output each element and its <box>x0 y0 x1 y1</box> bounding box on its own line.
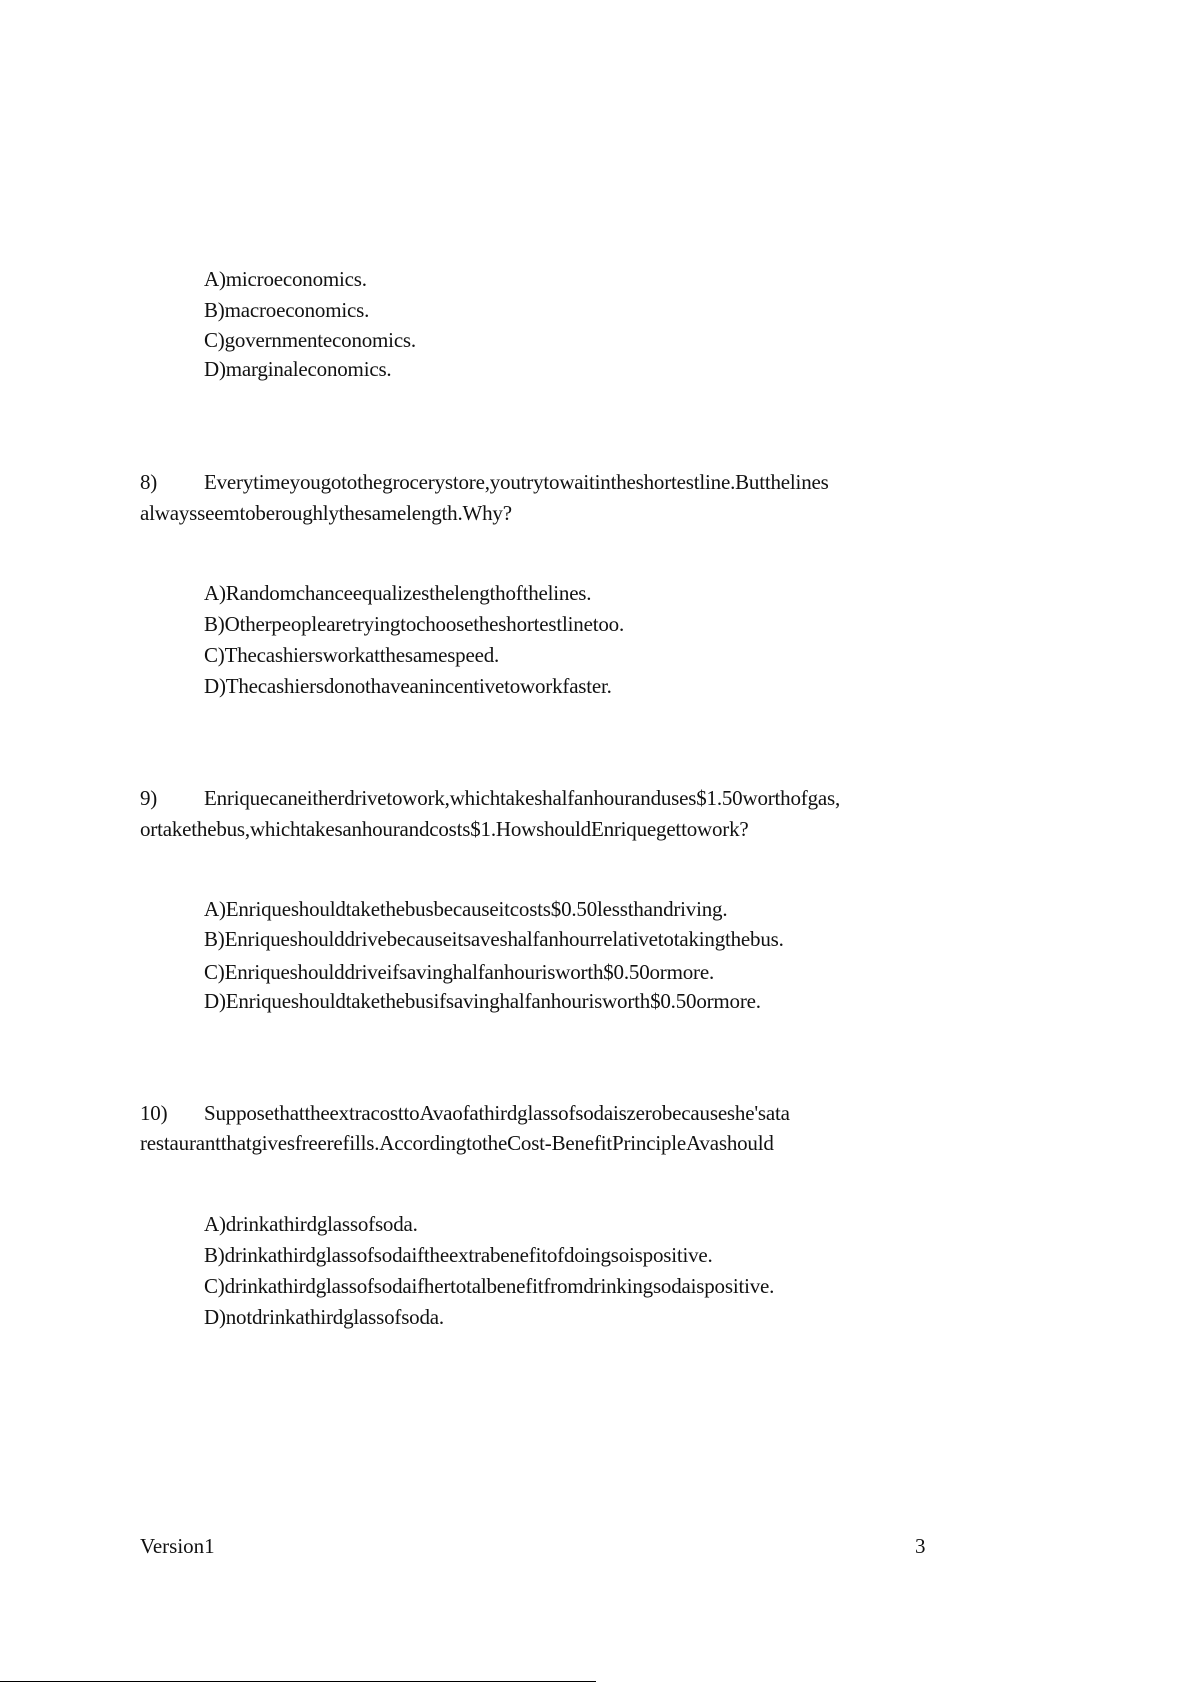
bottom-divider <box>0 1681 596 1682</box>
q7-option-b: B)macroeconomics. <box>204 298 370 322</box>
q8-option-a: A)Randomchanceequalizesthelengthofthelines. <box>204 581 592 605</box>
q10-number: 10) <box>140 1101 168 1125</box>
q9-option-c: C)Enriqueshoulddriveifsavinghalfanhourisworth$0.50ormore. <box>204 960 714 984</box>
q7-option-c: C)governmenteconomics. <box>204 328 416 352</box>
q7-option-d: D)marginaleconomics. <box>204 357 392 381</box>
q9-option-b: B)Enriqueshoulddrivebecauseitsaveshalfanhourrelativetotakingthebus. <box>204 927 784 951</box>
q10-option-d: D)notdrinkathirdglassofsoda. <box>204 1305 444 1329</box>
q10-text-line2: restaurantthatgivesfreerefills.AccordingtotheCost-BenefitPrincipleAvashould <box>140 1131 774 1155</box>
q8-text-line1: Everytimeyougotothegrocerystore,youtrytowaitintheshortestline.Butthelines <box>204 470 829 494</box>
q8-option-c: C)Thecashiersworkatthesamespeed. <box>204 643 500 667</box>
q8-option-d: D)Thecashiersdonothaveanincentivetoworkfaster. <box>204 674 612 698</box>
q10-option-b: B)drinkathirdglassofsodaiftheextrabenefitofdoingsoispositive. <box>204 1243 713 1267</box>
q9-option-d: D)Enriqueshouldtakethebusifsavinghalfanhourisworth$0.50ormore. <box>204 989 761 1013</box>
q10-text-line1: SupposethattheextracosttoAvaofathirdglassofsodaiszerobecauseshe'sata <box>204 1101 790 1125</box>
q7-option-a: A)microeconomics. <box>204 267 367 291</box>
footer-version: Version1 <box>140 1534 215 1558</box>
q9-text-line2: ortakethebus,whichtakesanhourandcosts$1.HowshouldEnriquegettowork? <box>140 817 749 841</box>
q8-number: 8) <box>140 470 158 494</box>
q9-number: 9) <box>140 786 158 810</box>
q8-text-line2: alwaysseemtoberoughlythesamelength.Why? <box>140 501 512 525</box>
q8-option-b: B)Otherpeoplearetryingtochoosetheshortestlinetoo. <box>204 612 624 636</box>
q10-option-a: A)drinkathirdglassofsoda. <box>204 1212 418 1236</box>
q9-text-line1: Enriquecaneitherdrivetowork,whichtakeshalfanhouranduses$1.50worthofgas, <box>204 786 841 810</box>
q10-option-c: C)drinkathirdglassofsodaifhertotalbenefitfromdrinkingsodaispositive. <box>204 1274 775 1298</box>
q9-option-a: A)Enriqueshouldtakethebusbecauseitcosts$0.50lessthandriving. <box>204 897 728 921</box>
footer-page-number: 3 <box>915 1534 926 1558</box>
